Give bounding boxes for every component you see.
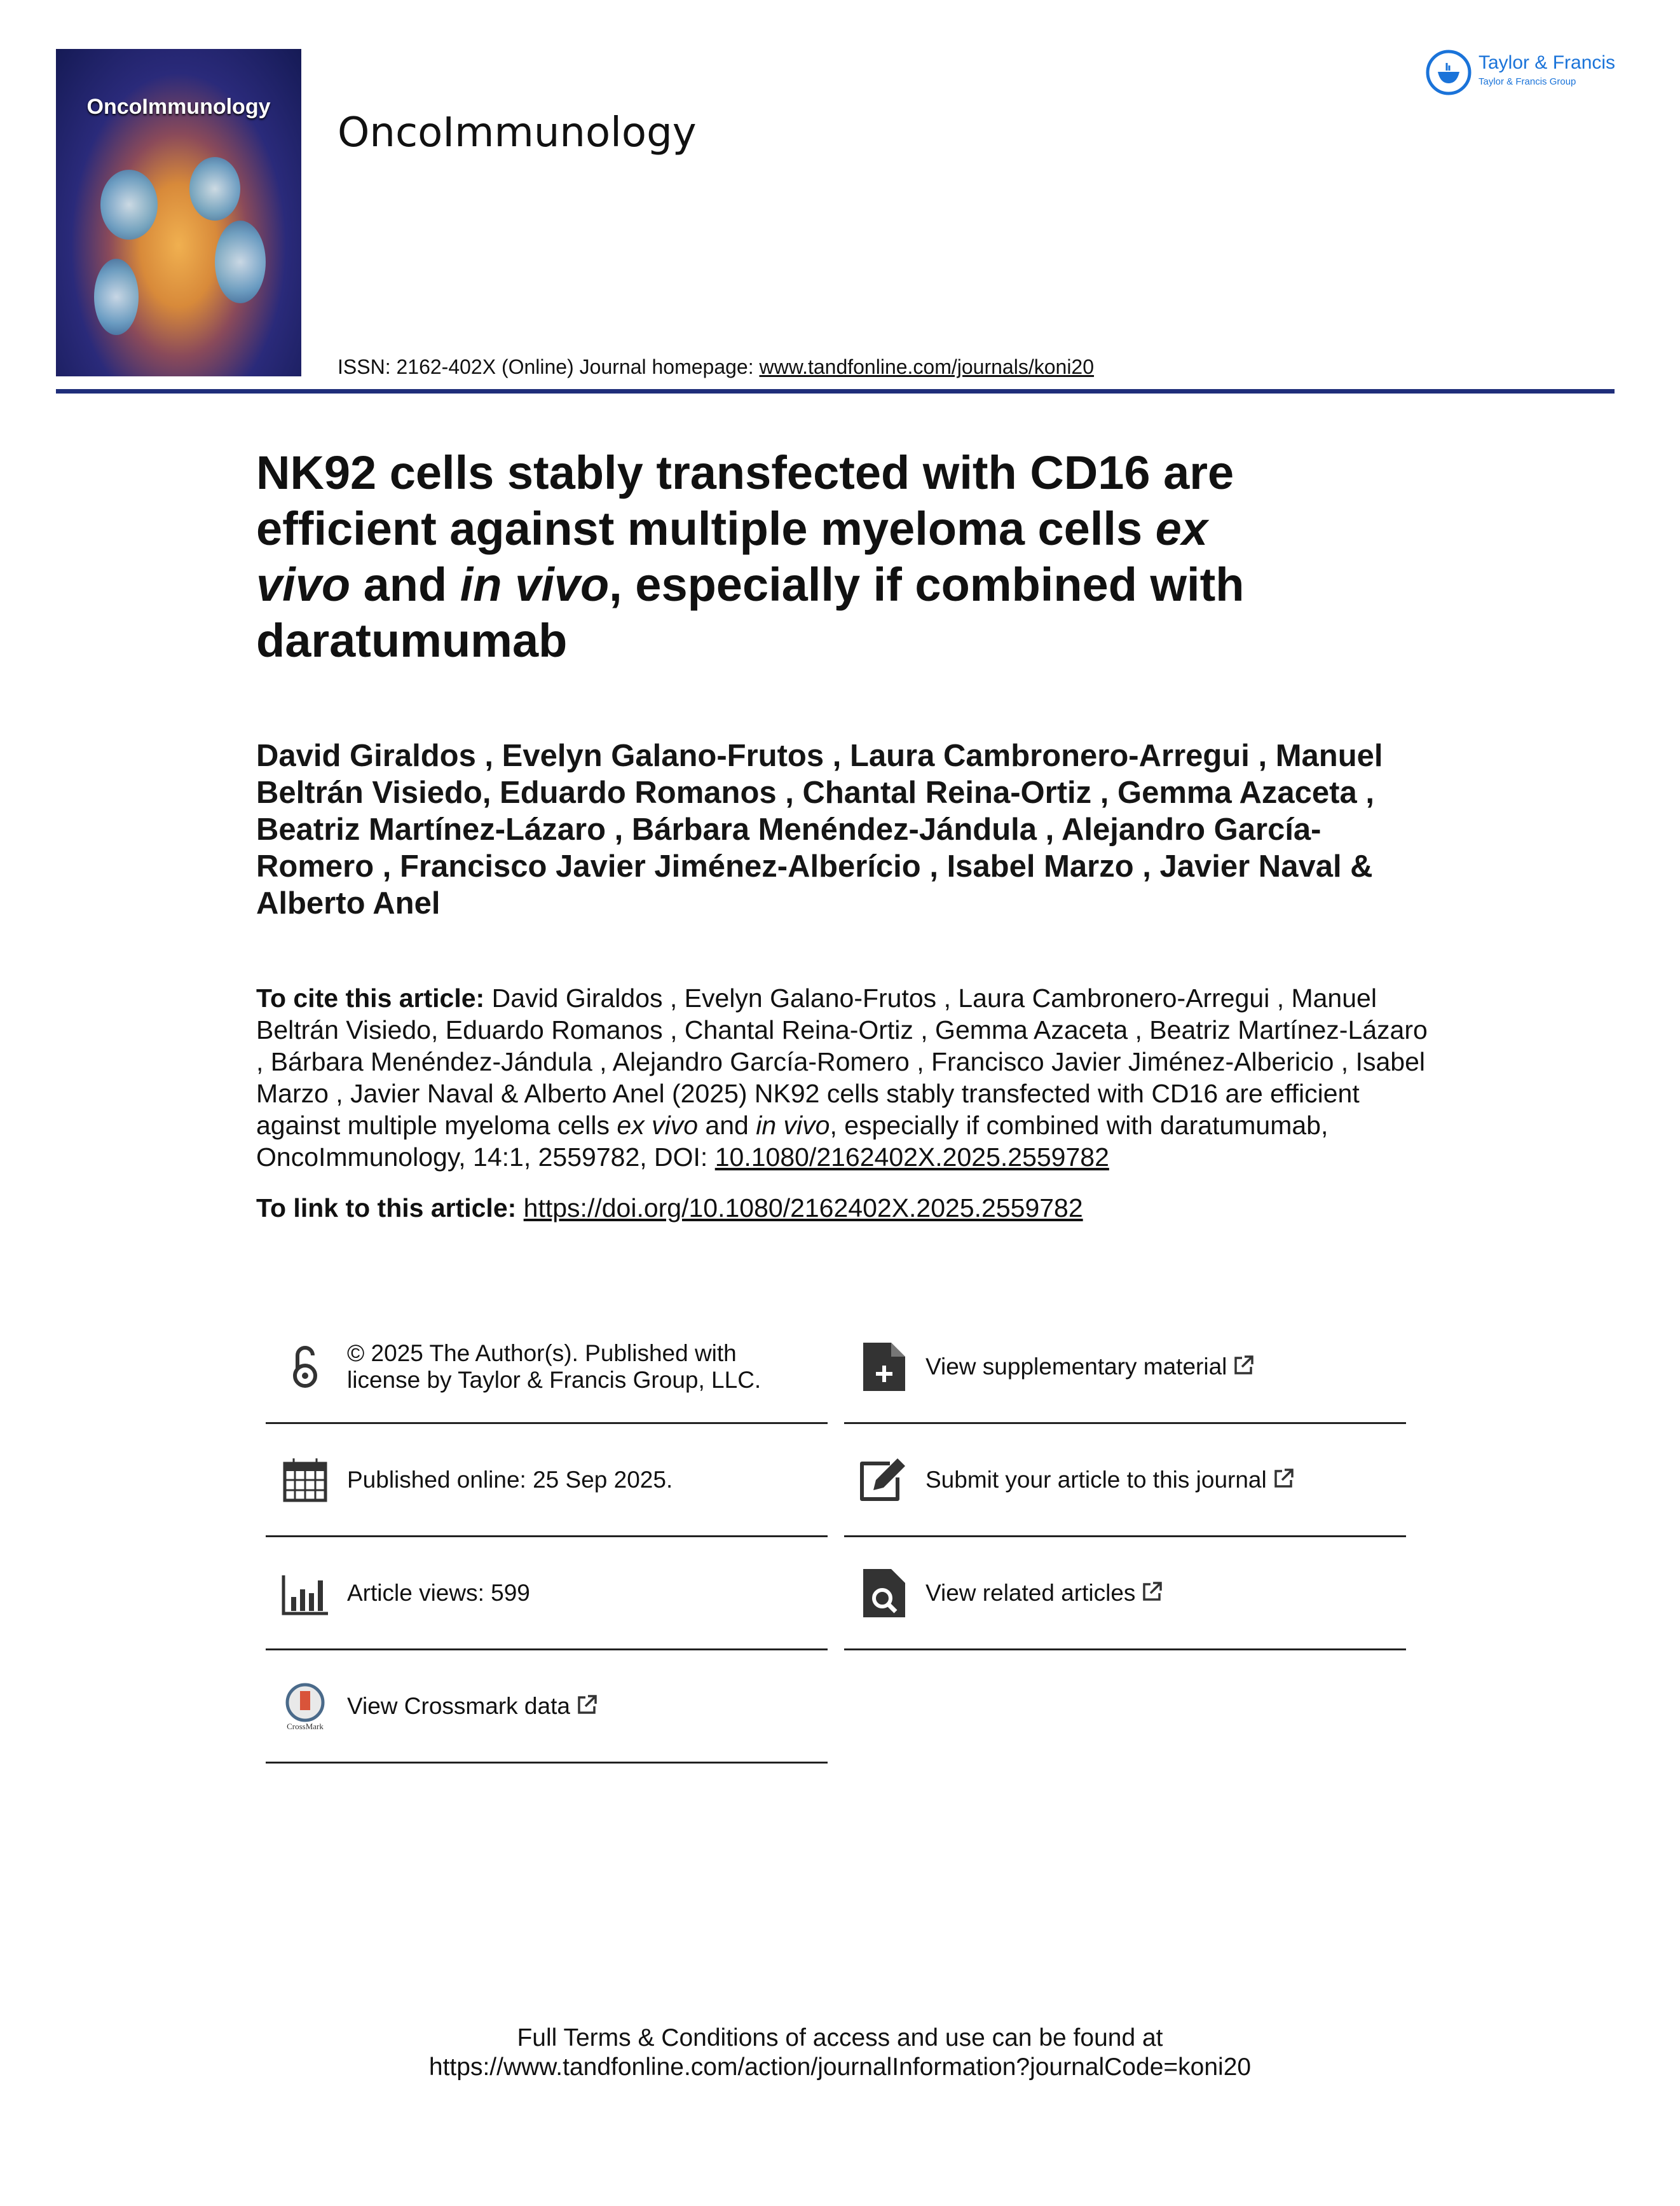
article-title [256,445,1305,669]
edit-icon [858,1455,909,1505]
citation-text: and [698,1111,756,1140]
related-row[interactable] [844,1537,1406,1650]
external-link-icon [1273,1467,1295,1489]
journal-title: OncoImmunology [338,109,697,156]
author-list: David Giraldos , Evelyn Galano-Frutos , Laura Cambronero-Arregui , Manuel Beltrán Visiedo, Eduardo Romanos , Chantal Reina-Ortiz , Gemma Azaceta , Beatriz Martínez-Lázaro , Bárbara Menéndez-Jándula , Alejandro García-Romero , Francisco Javier Jiménez-Alberício , Isabel Marzo , Javier Naval & Alberto Anel [256,739,1383,921]
external-link-icon [577,1694,598,1715]
issn-line [338,355,1094,379]
submit-label: Submit your article to this journal [925,1466,1267,1493]
related-link[interactable] [925,1580,1163,1607]
submit-link[interactable] [925,1467,1295,1493]
publisher-group: Taylor & Francis Group [1479,76,1576,87]
submit-row[interactable] [844,1424,1406,1537]
supplementary-row[interactable] [844,1311,1406,1424]
views-row [266,1537,828,1650]
crossmark-label: View Crossmark data [347,1692,570,1719]
license-row [266,1311,828,1424]
license-text: © 2025 The Author(s). Published with license by Taylor & Francis Group, LLC. [347,1339,761,1393]
external-link-icon [1142,1580,1163,1602]
article-url-link[interactable]: https://doi.org/10.1080/2162402X.2025.2559782 [523,1193,1083,1223]
published-row [266,1424,828,1537]
supplementary-link[interactable] [925,1353,1255,1380]
title-part: , especially if combined with daratumumab [256,558,1245,667]
file-search-icon [858,1568,909,1619]
title-italic: ex vivo [256,502,1208,611]
crossmark-link[interactable] [347,1693,598,1720]
doi-link[interactable]: 10.1080/2162402X.2025.2559782 [714,1142,1109,1172]
journal-cover-image [56,49,301,376]
issn-label: ISSN: 2162-402X (Online) Journal homepage: [338,355,760,378]
crossmark-row[interactable] [266,1650,828,1764]
external-link-icon [1233,1354,1255,1376]
article-link-line [256,1193,1083,1223]
journal-homepage-link[interactable]: www.tandfonline.com/journals/koni20 [759,355,1095,378]
title-part: and [350,558,460,611]
bar-chart-icon [280,1568,331,1619]
cover-title: OncoImmunology [86,95,271,119]
title-part: NK92 cells stably transfected with CD16 are efficient against multiple myeloma cells [256,446,1234,555]
supplementary-label: View supplementary material [925,1353,1227,1380]
calendar-icon [280,1455,331,1505]
header-rule [56,389,1615,394]
file-plus-icon [858,1341,909,1392]
footer-terms: Full Terms & Conditions of access and use can be found at [517,2024,1163,2052]
related-label: View related articles [925,1579,1136,1606]
open-access-icon [280,1341,331,1392]
title-italic: in vivo [460,558,610,611]
published-date: Published online: 25 Sep 2025. [347,1466,673,1493]
svg-text:CrossMark: CrossMark [287,1721,324,1731]
citation-italic: ex vivo [617,1111,699,1140]
citation-italic: in vivo [756,1111,830,1140]
citation-block [256,982,1438,1173]
crossmark-icon [280,1681,331,1732]
citation-text: , especially if combined with daratumumab, OncoImmunology, 14:1, 2559782, DOI: [256,1111,1328,1172]
article-views: Article views: 599 [347,1579,530,1606]
publisher-name: Taylor & Francis [1479,52,1616,73]
cite-label: To cite this article: [256,983,485,1013]
citation-text: David Giraldos , Evelyn Galano-Frutos , Laura Cambronero-Arregui , Manuel Beltrán Visiedo, Eduardo Romanos , Chantal Reina-Ortiz , Gemma Azaceta , Beatriz Martínez-Lázaro , Bárbara Menéndez-Jándula , Alejandro García-Romero , Francisco Javier Jiménez-Albericio , Isabel Marzo , Javier Naval & Alberto Anel (2025) NK92 cells stably transfected with CD16 are efficient against multiple myeloma cells [256,983,1428,1140]
footer [0,2024,1680,2082]
link-label: To link to this article: [256,1193,524,1223]
footer-url[interactable]: https://www.tandfonline.com/action/journalInformation?journalCode=koni20 [428,2053,1252,2081]
